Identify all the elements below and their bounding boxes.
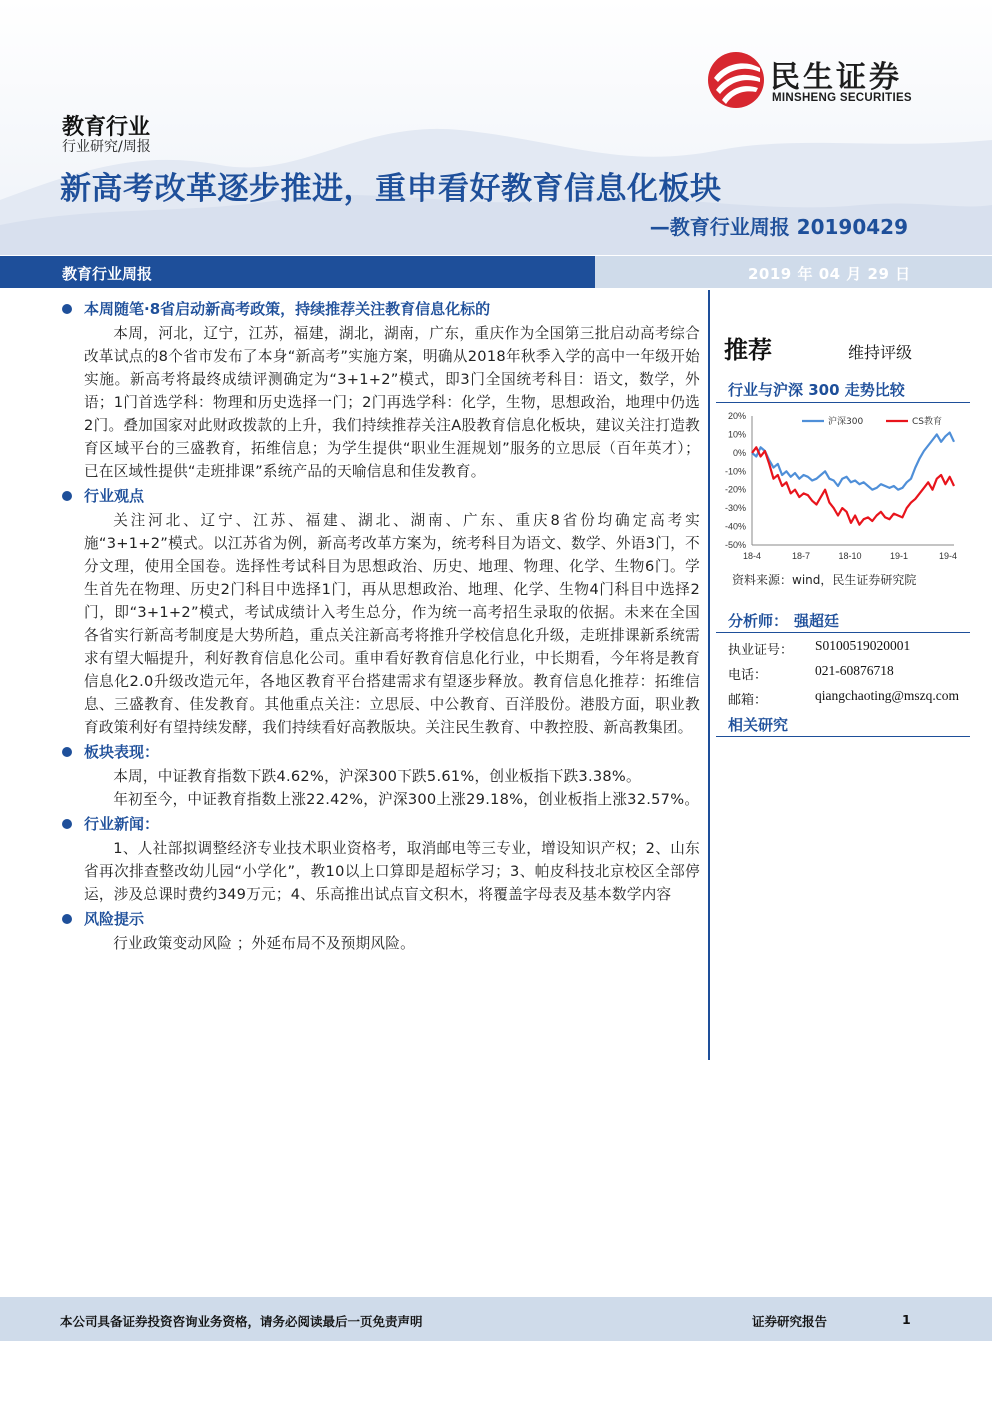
y-tick-label: 0% xyxy=(732,447,746,458)
license-value: S0100519020001 xyxy=(815,638,911,653)
trend-chart xyxy=(716,404,970,569)
industry-label: 教育行业 xyxy=(62,114,151,140)
report-subtitle: —教育行业周报 20190429 xyxy=(649,215,908,239)
y-tick-label: -10% xyxy=(724,466,746,477)
column-divider xyxy=(708,290,710,1060)
bullet-icon xyxy=(62,819,72,829)
analyst-label: 分析师： xyxy=(728,612,789,630)
section-heading xyxy=(60,741,704,765)
section-rule xyxy=(716,736,970,737)
section-paragraph: 关注河北、辽宁、江苏、福建、湖北、湖南、广东、重庆8省份均确定高考实施“3+1+2”模式。以江苏省为例，新高考改革方案为，统考科目为语文、数学、外语3门，不分文理，使用全国卷。选择性考试科目为思想政治、历史、地理、物理、化学、生物6门。学生首先在物理、历史2门科目中选择1门，再从思想政治、地理、化学、生物4门科目中选择2门，即“3+1+2”模式，考试成绩计入考生总分，作为统一高考招生录取的依据。未来在全国各省实行新高考制度是大势所趋，重点关注新高考将推升学校信息化升级，走班排课新系统需求有望大幅提升，利好教育信息化公司。重申看好教育信息化行业，中长期看，今年将是教育信息化2.0升级改造元年，各地区教育平台搭建需求有望逐步释放。教育信息化推荐：拓维信息、三盛教育、佳发教育。其他重点关注：立思辰、中公教育、百洋股份。港股方面，职业教育政策利好有望持续发酵，我们持续看好高教版块。关注民生教育、中教控股、新高教集团。 xyxy=(84,512,700,736)
rating-value: 维持评级 xyxy=(848,343,913,362)
section-paragraph: 本周，中证教育指数下跌4.62%，沪深300下跌5.61%，创业板指下跌3.38%。 xyxy=(113,768,641,785)
phone-label: 电话： xyxy=(728,668,768,683)
y-tick-label: 20% xyxy=(727,411,746,421)
x-tick-label: 18-10 xyxy=(838,551,862,561)
section-title: 行业新闻： xyxy=(84,815,160,833)
bullet-icon xyxy=(62,747,72,757)
main-content xyxy=(60,296,704,955)
section-paragraph: 年初至今，中证教育指数上涨22.42%，沪深300上涨29.18%，创业板指上涨32.57%。 xyxy=(113,791,700,808)
x-tick-label: 19-4 xyxy=(938,551,958,561)
section-rule xyxy=(716,402,970,403)
analyst-name: 强超廷 xyxy=(794,612,840,630)
email-label: 邮箱： xyxy=(728,693,768,708)
page-number: 1 xyxy=(902,1312,911,1327)
related-research-title: 相关研究 xyxy=(728,716,789,734)
x-tick-label: 19-1 xyxy=(889,551,909,561)
section-paragraph: 本周，河北，辽宁，江苏，福建，湖北，湖南，广东，重庆作为全国第三批启动高考综合改革试点的8个省市发布了本身“新高考”实施方案，明确从2018年秋季入学的高中一年级开始实施。新高考将最终成绩评测确定为“3+1+2”模式，即3门全国统考科目：语文，数学，外语；1门首选学科：物理和历史选择一门；2门再选学科：化学，生物，思想政治，地理中仍选2门。叠加国家对此财政拨款的上升，我们持续推荐关注A股教育信息化板块，建议关注打造教育区域平台的三盛教育，拓维信息；为学生提供“职业生涯规划”服务的立思辰（百年英才）；已在区域性提供“走班排课”系统产品的天喻信息和佳发教育。 xyxy=(84,325,700,480)
y-tick-label: -40% xyxy=(724,521,746,532)
section-paragraph: 1、人社部拟调整经济专业技术职业资格考，取消邮电等三专业，增设知识产权；2、山东省再次排查整改幼儿园“小学化”，教10以上口算即是超标学习；3、帕皮科技北京校区全部停运，涉及总课时费约349万元；4、乐高推出试点盲文积木，将覆盖字母表及基本数学内容 xyxy=(84,840,700,903)
y-tick-label: 10% xyxy=(727,429,746,440)
bullet-icon xyxy=(62,491,72,501)
brand-name-cn: 民生证券 xyxy=(770,60,902,95)
legend-label: CS教育 xyxy=(912,417,942,427)
phone-value: 021-60876718 xyxy=(815,663,894,678)
email-link[interactable]: qiangchaoting@mszq.com xyxy=(815,688,960,703)
y-tick-label: -20% xyxy=(724,484,746,495)
x-tick-label: 18-4 xyxy=(742,551,762,561)
series-line-hs300 xyxy=(752,433,954,490)
x-tick-label: 18-7 xyxy=(791,551,811,561)
report-date: 2019 年 04 月 29 日 xyxy=(748,265,911,283)
license-label: 执业证号： xyxy=(728,643,794,658)
section-title: 风险提示 xyxy=(84,910,145,928)
rating-title: 推荐 xyxy=(724,335,772,364)
report-category: 行业研究/周报 xyxy=(62,139,151,155)
brand-name-en: MINSHENG SECURITIES xyxy=(772,92,912,104)
section-heading xyxy=(60,813,704,837)
section-paragraph: 行业政策变动风险 ；外延布局不及预期风险。 xyxy=(113,935,415,952)
logo-mark-icon xyxy=(706,48,766,112)
section-heading xyxy=(60,908,704,932)
y-tick-label: -30% xyxy=(724,503,746,514)
section-title: 本周随笔·8省启动新高考政策，持续推荐关注教育信息化标的 xyxy=(84,300,491,318)
section-title: 行业观点 xyxy=(84,487,145,505)
series-line-cs-education xyxy=(752,447,954,524)
legend-label: 沪深300 xyxy=(828,417,864,427)
chart-title: 行业与沪深 300 走势比较 xyxy=(728,381,905,399)
report-title: 新高考改革逐步推进，重申看好教育信息化板块 xyxy=(60,171,722,207)
section-title: 板块表现： xyxy=(84,743,160,761)
footer-disclaimer: 本公司具备证券投资咨询业务资格，请务必阅读最后一页免责声明 xyxy=(60,1314,423,1329)
section-heading xyxy=(60,298,704,322)
bullet-icon xyxy=(62,304,72,314)
bullet-icon xyxy=(62,914,72,924)
section-rule xyxy=(716,632,970,633)
chart-source: 资料来源：wind，民生证券研究院 xyxy=(732,573,917,587)
section-heading xyxy=(60,485,704,509)
report-type-label: 教育行业周报 xyxy=(62,265,153,283)
footer-report-type: 证券研究报告 xyxy=(752,1314,828,1329)
y-tick-label: -50% xyxy=(724,540,746,550)
